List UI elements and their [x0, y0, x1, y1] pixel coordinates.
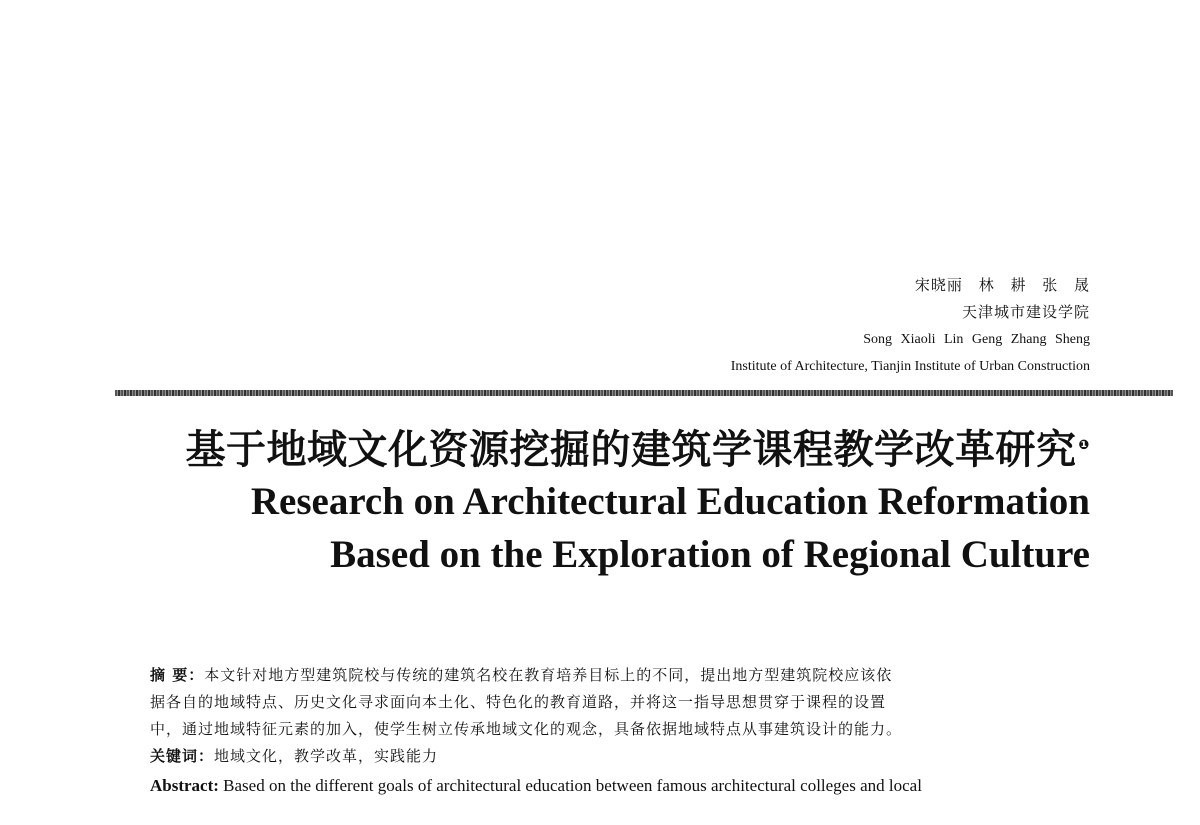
author-names-en: Song Xiaoli Lin Geng Zhang Sheng — [863, 332, 1090, 347]
abstract-cn-text-line3: 中，通过地域特征元素的加入，使学生树立传承地域文化的观念，具备依据地域特点从事建筑设计的能力。 — [150, 720, 903, 738]
abstract-cn-label: 摘 要： — [150, 666, 205, 684]
keywords-cn-text: 地域文化，教学改革，实践能力 — [214, 747, 439, 765]
abstract-cn-text-line2: 据各自的地域特点、历史文化寻求面向本土化、特色化的教育道路，并将这一指导思想贯穿于课程的设置 — [150, 693, 887, 711]
paper-title-cn-text: 基于地域文化资源挖掘的建筑学课程教学改革研究 — [185, 427, 1077, 473]
author-names-cn: 宋晓丽 林 耕 张 晟 — [914, 276, 1090, 294]
paper-title-en-line1: Research on Architectural Education Reformation — [250, 480, 1090, 523]
footnote-marker: ❶ — [1078, 437, 1090, 453]
abstract-cn-line1 — [150, 662, 1110, 689]
abstract-section — [150, 662, 1110, 801]
paper-title-en-line2: Based on the Exploration of Regional Culture — [330, 533, 1090, 576]
header-rule-divider — [115, 390, 1173, 396]
abstract-en-text: Based on the different goals of architectural education between famous architectural colleges and local — [223, 776, 922, 795]
abstract-en-label: Abstract: — [150, 776, 219, 795]
author-institution-en: Institute of Architecture, Tianjin Institute of Urban Construction — [730, 359, 1090, 374]
keywords-cn-label: 关键词： — [150, 747, 215, 765]
paper-title-en — [251, 475, 1090, 581]
paper-title-cn — [185, 418, 1090, 475]
abstract-cn-text-line1: 本文针对地方型建筑院校与传统的建筑名校在教育培养目标上的不同，提出地方型建筑院校应该依 — [204, 666, 893, 684]
author-institution-cn: 天津城市建设学院 — [961, 303, 1090, 321]
author-block — [731, 272, 1090, 380]
keywords-cn — [150, 743, 1110, 770]
abstract-en — [150, 771, 1110, 801]
